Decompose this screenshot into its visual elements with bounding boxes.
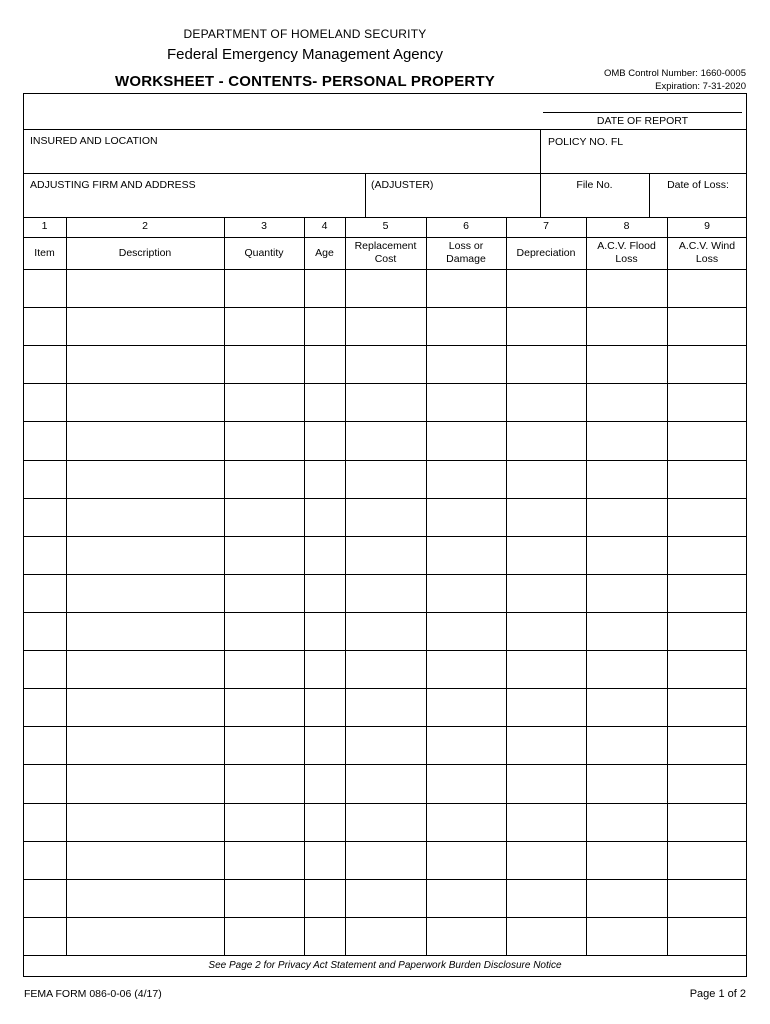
table-cell[interactable] [427,765,505,801]
table-cell[interactable] [346,461,425,497]
table-cell[interactable] [305,461,344,497]
table-cell[interactable] [305,422,344,458]
table-cell[interactable] [668,308,746,344]
adjuster-label: (ADJUSTER) [371,179,434,191]
table-cell[interactable] [668,804,746,840]
table-cell[interactable] [67,613,223,649]
table-cell[interactable] [427,842,505,878]
table-cell[interactable] [67,727,223,763]
table-cell[interactable] [225,880,303,916]
table-cell[interactable] [587,346,666,382]
table-cell[interactable] [24,575,65,611]
table-cell[interactable] [668,765,746,801]
table-cell[interactable] [507,651,585,687]
table-cell[interactable] [225,689,303,725]
divider-line [540,129,541,173]
table-cell[interactable] [24,270,65,306]
table-cell[interactable] [507,346,585,382]
table-cell[interactable] [305,384,344,420]
table-cell[interactable] [305,499,344,535]
table-cell[interactable] [305,270,344,306]
table-cell[interactable] [305,537,344,573]
column-number: 7 [543,220,549,232]
table-cell[interactable] [225,842,303,878]
table-cell[interactable] [67,308,223,344]
table-cell[interactable] [427,613,505,649]
table-cell[interactable] [668,422,746,458]
table-cell[interactable] [305,689,344,725]
table-cell[interactable] [225,346,303,382]
table-cell[interactable] [67,804,223,840]
table-cell[interactable] [346,499,425,535]
table-cell[interactable] [346,842,425,878]
table-cell[interactable] [24,461,65,497]
table-cell[interactable] [225,422,303,458]
table-cell[interactable] [67,346,223,382]
table-cell[interactable] [67,422,223,458]
table-cell[interactable] [225,918,303,954]
table-cell[interactable] [346,651,425,687]
table-cell[interactable] [225,613,303,649]
table-cell[interactable] [587,918,666,954]
column-header-acv-wind-loss: A.C.V. Wind Loss [678,240,736,265]
table-cell[interactable] [24,651,65,687]
table-cell[interactable] [427,575,505,611]
form-number: FEMA FORM 086-0-06 (4/17) [24,988,162,1000]
department-heading: DEPARTMENT OF HOMELAND SECURITY [183,27,427,41]
table-cell[interactable] [427,308,505,344]
table-cell[interactable] [668,842,746,878]
table-cell[interactable] [346,384,425,420]
table-cell[interactable] [507,842,585,878]
table-cell[interactable] [427,804,505,840]
divider-line [23,955,747,956]
table-cell[interactable] [225,537,303,573]
policy-no-label: POLICY NO. FL [548,136,624,148]
table-cell[interactable] [225,270,303,306]
agency-heading: Federal Emergency Management Agency [167,46,443,63]
table-cell[interactable] [587,842,666,878]
table-cell[interactable] [587,270,666,306]
omb-info [604,67,746,93]
column-header-replacement-cost: Replacement Cost [354,240,417,265]
table-cell[interactable] [305,346,344,382]
date-of-report-line [543,112,742,113]
table-cell[interactable] [24,422,65,458]
table-cell[interactable] [24,689,65,725]
column-header-acv-flood-loss: A.C.V. Flood Loss [597,240,656,265]
table-cell[interactable] [507,270,585,306]
table-cell[interactable] [587,499,666,535]
omb-control-number: OMB Control Number: 1660-0005 [603,68,746,79]
table-cell[interactable] [24,613,65,649]
table-cell[interactable] [507,422,585,458]
divider-line [23,173,747,174]
table-cell[interactable] [587,689,666,725]
table-cell[interactable] [225,804,303,840]
table-cell[interactable] [507,384,585,420]
table-cell[interactable] [24,499,65,535]
insured-location-label: INSURED AND LOCATION [30,135,158,147]
form-title: WORKSHEET - CONTENTS- PERSONAL PROPERTY [114,73,496,90]
table-cell[interactable] [427,880,505,916]
table-cell[interactable] [346,765,425,801]
table-cell[interactable] [587,651,666,687]
column-number: 9 [704,220,710,232]
table-cell[interactable] [346,727,425,763]
table-cell[interactable] [225,499,303,535]
table-cell[interactable] [587,422,666,458]
table-cell[interactable] [346,422,425,458]
table-cell[interactable] [67,651,223,687]
table-cell[interactable] [507,537,585,573]
divider-line [365,173,366,217]
table-cell[interactable] [668,537,746,573]
table-cell[interactable] [668,918,746,954]
file-no-label: File No. [576,179,613,191]
date-of-report-label: DATE OF REPORT [596,115,689,127]
divider-line [23,217,747,218]
table-cell[interactable] [305,804,344,840]
column-header-loss-or-damage: Loss or Damage [446,240,486,265]
table-cell[interactable] [507,575,585,611]
table-cell[interactable] [668,727,746,763]
date-of-loss-label: Date of Loss: [667,179,729,191]
table-cell[interactable] [587,308,666,344]
table-cell[interactable] [305,842,344,878]
table-cell[interactable] [587,804,666,840]
table-cell[interactable] [24,880,65,916]
page-number: Page 1 of 2 [689,988,746,1000]
table-cell[interactable] [67,842,223,878]
table-cell[interactable] [507,308,585,344]
table-cell[interactable] [587,765,666,801]
table-cell[interactable] [67,499,223,535]
table-cell[interactable] [67,461,223,497]
column-header-quantity: Quantity [244,246,284,259]
table-cell[interactable] [346,270,425,306]
adjusting-firm-label: ADJUSTING FIRM AND ADDRESS [30,179,196,191]
table-cell[interactable] [67,918,223,954]
omb-expiration: Expiration: 7-31-2020 [655,81,746,92]
table-cell[interactable] [668,346,746,382]
table-cell[interactable] [24,537,65,573]
table-cell[interactable] [668,499,746,535]
column-header-description: Description [118,246,172,259]
table-cell[interactable] [67,880,223,916]
table-cell[interactable] [346,880,425,916]
table-cell[interactable] [507,499,585,535]
table-cell[interactable] [587,727,666,763]
table-cell[interactable] [346,918,425,954]
table-cell[interactable] [305,765,344,801]
privacy-notice-note: See Page 2 for Privacy Act Statement and Paperwork Burden Disclosure Notice [208,960,562,971]
table-cell[interactable] [24,727,65,763]
column-number: 2 [142,220,148,232]
table-cell[interactable] [305,880,344,916]
table-cell[interactable] [427,461,505,497]
divider-line [23,129,747,130]
table-cell[interactable] [507,613,585,649]
table-cell[interactable] [587,537,666,573]
table-cell[interactable] [67,537,223,573]
table-cell[interactable] [668,613,746,649]
table-cell[interactable] [587,461,666,497]
table-cell[interactable] [67,384,223,420]
table-cell[interactable] [507,765,585,801]
table-cell[interactable] [587,613,666,649]
table-cell[interactable] [427,346,505,382]
column-number: 6 [463,220,469,232]
table-cell[interactable] [305,727,344,763]
table-cell[interactable] [507,727,585,763]
table-cell[interactable] [24,346,65,382]
table-cell[interactable] [24,384,65,420]
table-cell[interactable] [507,689,585,725]
table-cell[interactable] [587,880,666,916]
table-cell[interactable] [427,384,505,420]
column-number: 5 [382,220,389,232]
table-cell[interactable] [225,727,303,763]
table-cell[interactable] [67,765,223,801]
table-cell[interactable] [668,384,746,420]
table-cell[interactable] [24,765,65,801]
table-cell[interactable] [225,575,303,611]
table-cell[interactable] [305,918,344,954]
column-header-depreciation: Depreciation [516,246,576,259]
table-cell[interactable] [67,270,223,306]
table-cell[interactable] [346,804,425,840]
table-cell[interactable] [668,575,746,611]
table-cell[interactable] [346,346,425,382]
table-cell[interactable] [507,804,585,840]
table-cell[interactable] [427,499,505,535]
table-cell[interactable] [225,765,303,801]
column-number: 8 [623,220,630,232]
table-cell[interactable] [24,308,65,344]
table-cell[interactable] [668,461,746,497]
column-number: 4 [321,220,328,232]
table-cell[interactable] [346,689,425,725]
table-cell[interactable] [346,537,425,573]
table-cell[interactable] [507,880,585,916]
table-cell[interactable] [67,575,223,611]
table-cell[interactable] [305,575,344,611]
table-cell[interactable] [668,651,746,687]
table-cell[interactable] [507,918,585,954]
table-cell[interactable] [24,842,65,878]
table-cell[interactable] [427,537,505,573]
table-cell[interactable] [305,308,344,344]
column-header-age: Age [315,246,334,259]
table-cell[interactable] [427,422,505,458]
table-cell[interactable] [305,651,344,687]
table-cell[interactable] [427,689,505,725]
table-cell[interactable] [427,918,505,954]
table-cell[interactable] [427,651,505,687]
table-cell[interactable] [67,689,223,725]
column-header-item: Item [34,246,55,259]
table-cell[interactable] [24,918,65,954]
table-cell[interactable] [587,384,666,420]
table-cell[interactable] [668,880,746,916]
table-cell[interactable] [24,804,65,840]
table-cell[interactable] [346,613,425,649]
table-cell[interactable] [225,461,303,497]
column-number: 1 [41,220,48,232]
table-cell[interactable] [507,461,585,497]
table-cell[interactable] [225,384,303,420]
table-cell[interactable] [587,575,666,611]
table-cell[interactable] [427,727,505,763]
table-cell[interactable] [668,270,746,306]
column-number: 3 [261,220,267,232]
table-cell[interactable] [225,308,303,344]
table-cell[interactable] [346,308,425,344]
table-cell[interactable] [225,651,303,687]
table-cell[interactable] [668,689,746,725]
table-cell[interactable] [305,613,344,649]
table-cell[interactable] [427,270,505,306]
table-cell[interactable] [346,575,425,611]
